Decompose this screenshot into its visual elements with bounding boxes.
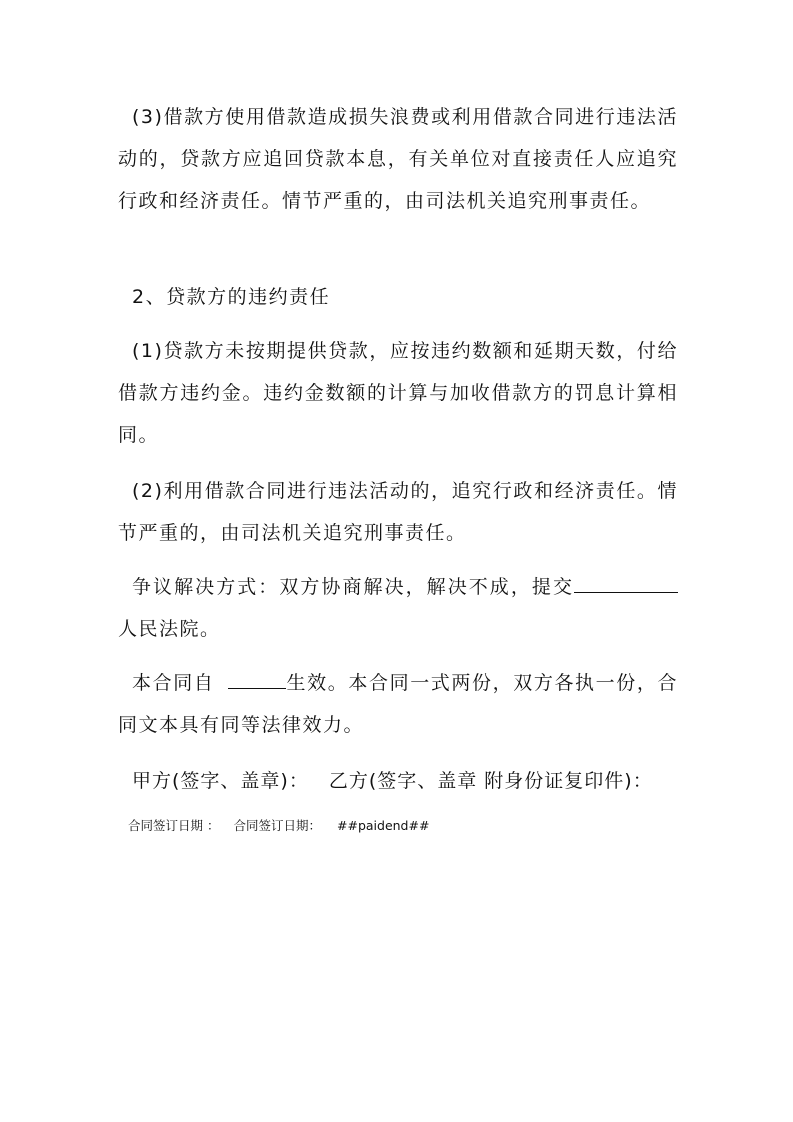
dispute-text: 争议解决方式：双方协商解决，解决不成，提交 — [132, 576, 574, 598]
party-a-signature-label: 甲方(签字、盖章)： — [132, 770, 309, 792]
court-name-blank — [574, 574, 678, 593]
clause-1-paragraph: (1)贷款方未按期提供贷款，应按违约数额和延期天数，付给借款方违约金。违约金数额的计算与加收借款方的罚息计算相同。 — [118, 340, 678, 446]
party-b-signature-label: 乙方(签字、盖章 附身份证复印件)： — [328, 770, 653, 792]
party-b-signing-date-label: 合同签订日期： — [233, 818, 321, 833]
signing-date-line — [128, 814, 429, 838]
paid-end-marker: ##paidend## — [337, 818, 430, 833]
effective-suffix: 生效。本合同一式两份，双方各执一份，合同文本具有同等法律效力。 — [118, 672, 678, 736]
effective-clause-paragraph — [118, 662, 678, 746]
dispute-resolution-paragraph — [118, 566, 678, 650]
effective-date-blank — [228, 670, 286, 689]
clause-3-paragraph: (3)借款方使用借款造成损失浪费或利用借款合同进行违法活动的，贷款方应追回贷款本息，有关单位对直接责任人应追究行政和经济责任。情节严重的，由司法机关追究刑事责任。 — [118, 106, 678, 212]
section-2-heading: 2、贷款方的违约责任 — [132, 286, 331, 308]
party-a-signing-date-label: 合同签订日期 ： — [128, 818, 220, 833]
effective-prefix: 本合同自 — [132, 672, 215, 694]
clause-2-paragraph: (2)利用借款合同进行违法活动的，追究行政和经济责任。情节严重的，由司法机关追究刑事责任。 — [118, 480, 678, 544]
dispute-court-suffix: 人民法院。 — [118, 618, 221, 640]
signature-line — [132, 760, 653, 802]
